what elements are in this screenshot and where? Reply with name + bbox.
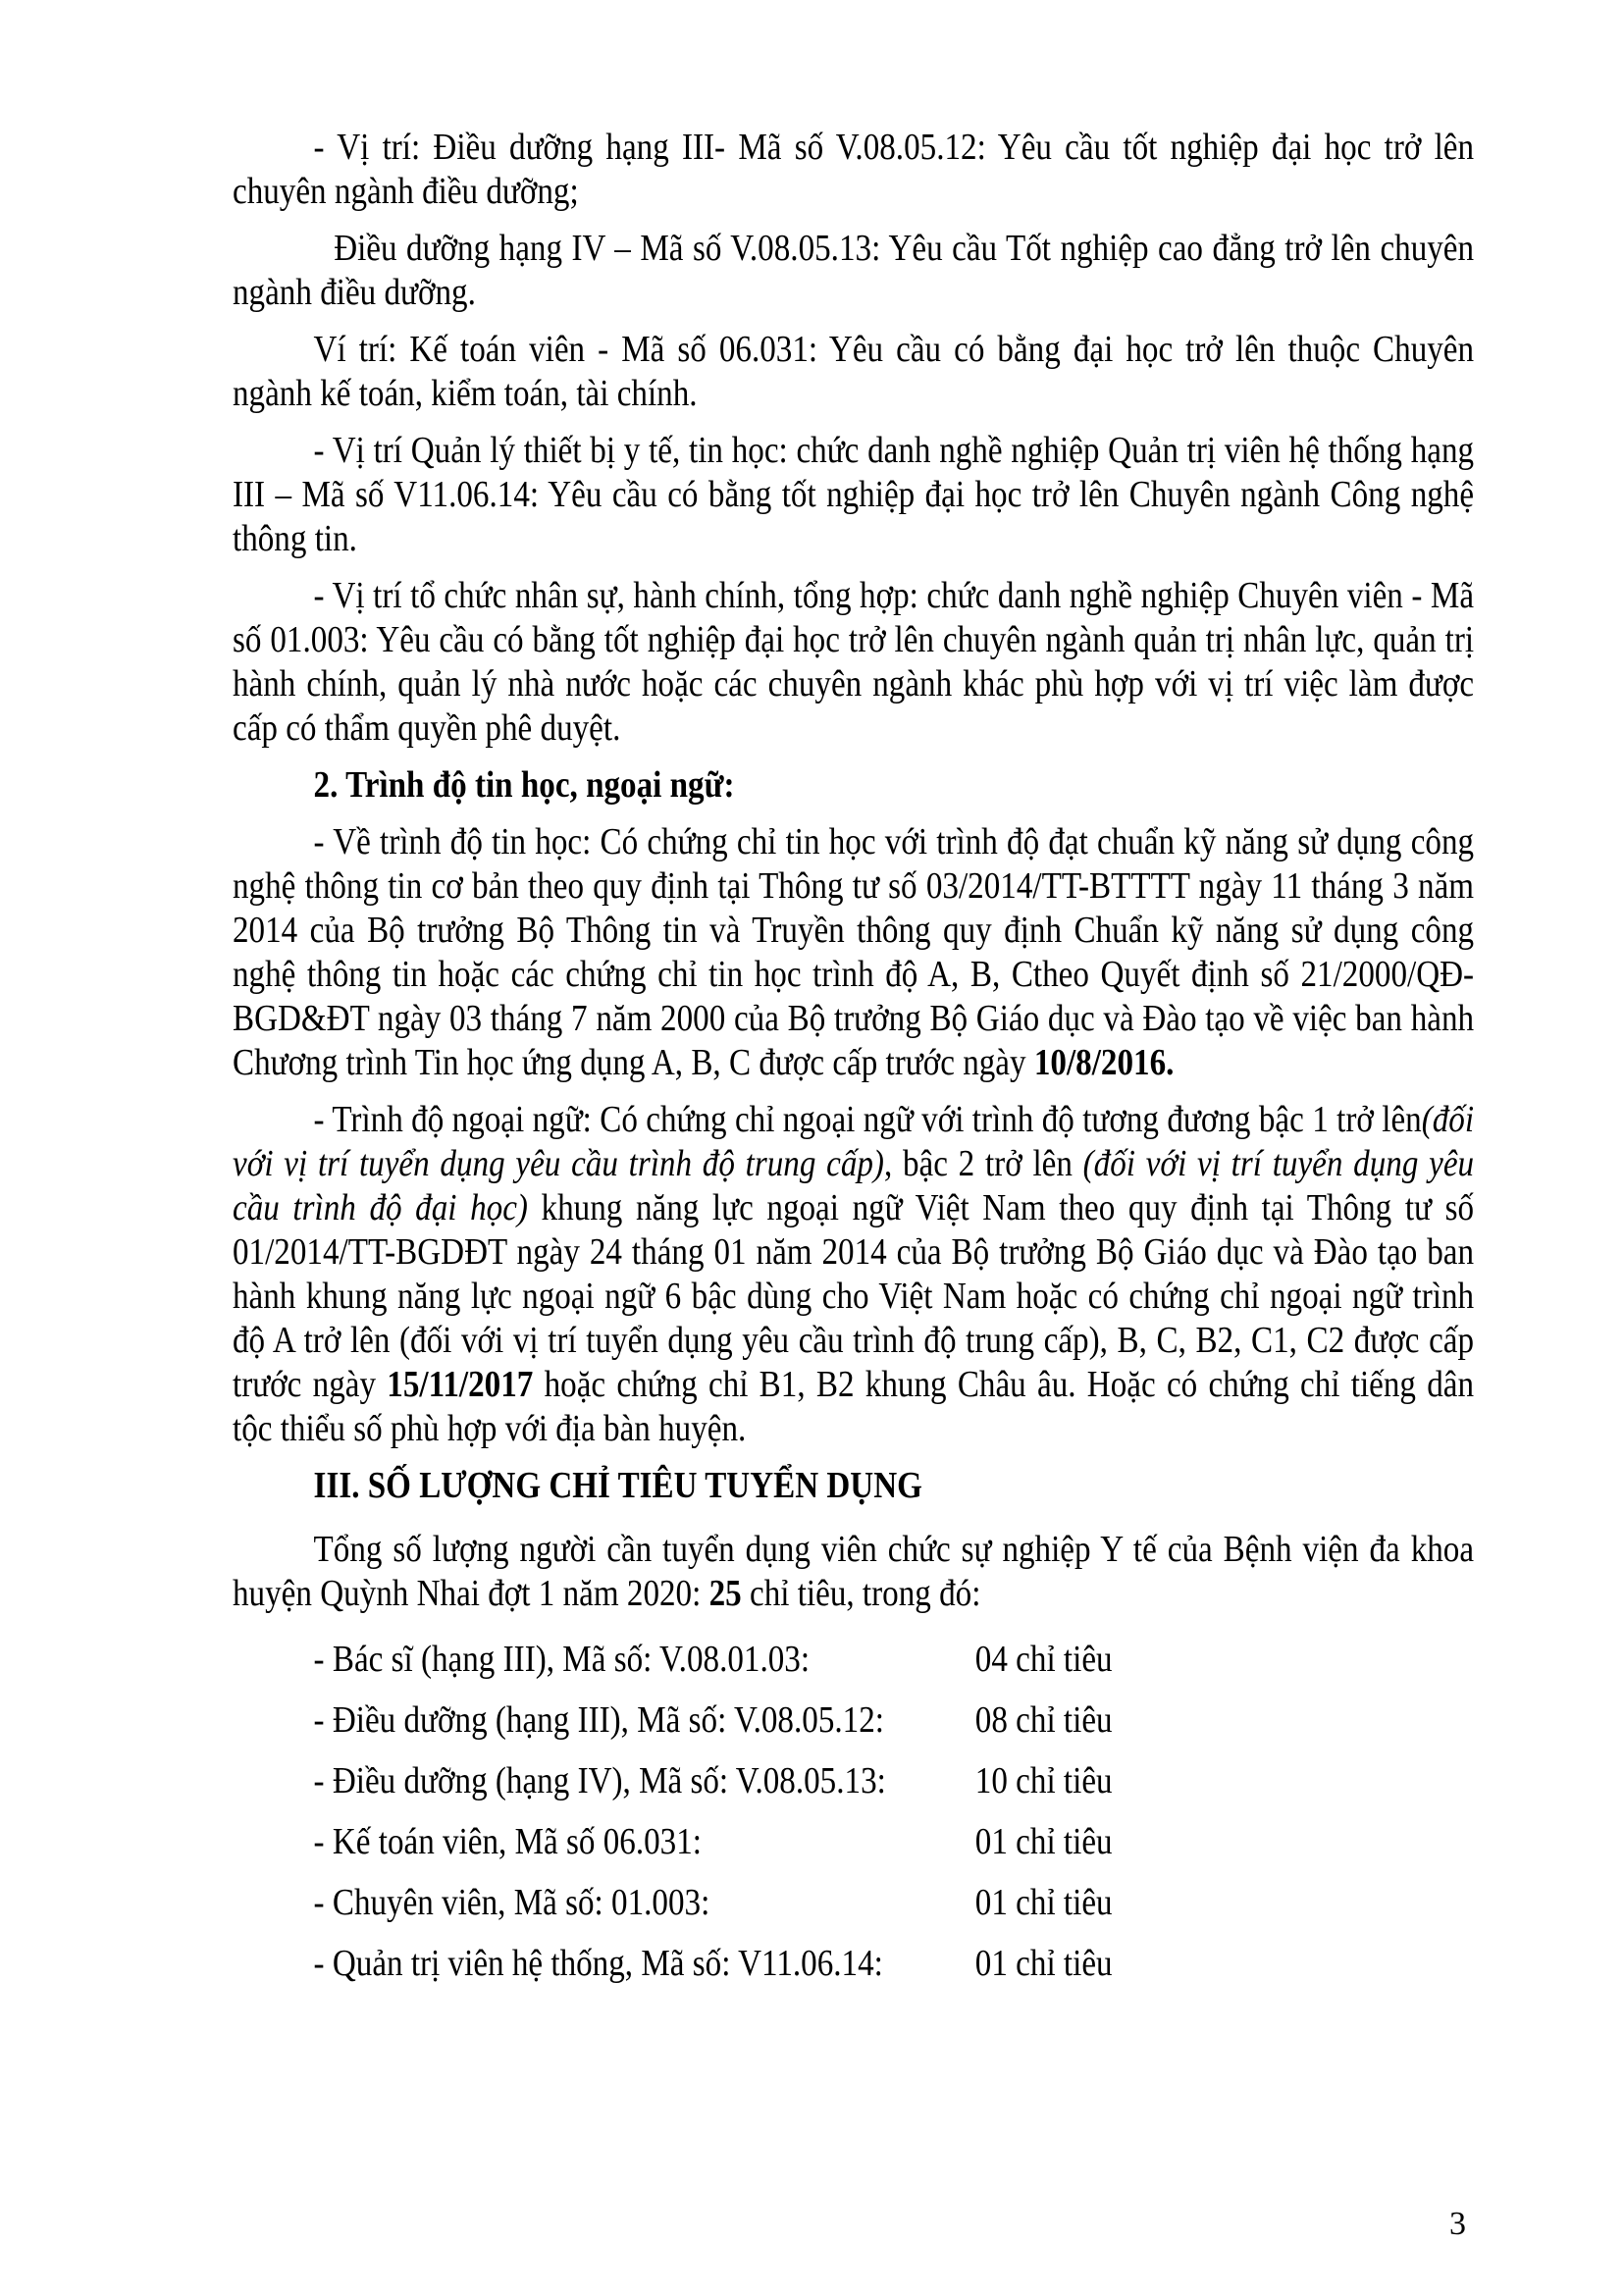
paragraph-accountant: Ví trí: Kế toán viên - Mã số 06.031: Yêu cầu có bằng đại học trở lên thuộc Chuyên ngành kế toán, kiểm toán, tài chính. <box>233 329 1475 414</box>
quota-count: 01 chỉ tiêu <box>974 1943 1113 1984</box>
paragraph-nursing-grade-3: - Vị trí: Điều dưỡng hạng III- Mã số V.08.05.12: Yêu cầu tốt nghiệp đại học trở lên chuyên ngành điều dưỡng; <box>233 127 1475 212</box>
paragraph-it-requirements <box>233 820 1474 1085</box>
paragraph-total-quota <box>233 1528 1474 1616</box>
quota-position: - Điều dưỡng (hạng IV), Mã số: V.08.05.13: <box>313 1760 886 1801</box>
quota-count: 01 chỉ tiêu <box>974 1821 1113 1862</box>
quota-intro-suffix: chỉ tiêu, trong đó: <box>741 1573 981 1614</box>
document-page <box>233 126 1474 2003</box>
quota-count: 10 chỉ tiêu <box>974 1760 1113 1801</box>
section-2-heading: 2. Trình độ tin học, ngoại ngữ: <box>313 764 735 806</box>
quota-total: 25 <box>708 1573 742 1614</box>
quota-position: - Bác sĩ (hạng III), Mã số: V.08.01.03: <box>313 1639 811 1680</box>
paragraph-nursing-grade-4: Điều dưỡng hạng IV – Mã số V.08.05.13: Yêu cầu Tốt nghiệp cao đẳng trở lên chuyên ngành điều dưỡng. <box>233 228 1475 313</box>
quota-row <box>233 1820 1474 1881</box>
lang-italic-2: (đối với vị trí tuyển dụng yêu cầu trình độ đại học) <box>233 1143 1475 1228</box>
quota-position: - Điều dưỡng (hạng III), Mã số: V.08.05.12: <box>313 1699 884 1741</box>
quota-count: 08 chỉ tiêu <box>974 1699 1113 1741</box>
quota-position: - Chuyên viên, Mã số: 01.003: <box>313 1882 710 1923</box>
quota-list <box>233 1638 1474 2003</box>
section-3-heading: III. SỐ LƯỢNG CHỈ TIÊU TUYỂN DỤNG <box>313 1465 922 1506</box>
paragraph-specialist: - Vị trí tổ chức nhân sự, hành chính, tổng hợp: chức danh nghề nghiệp Chuyên viên - Mã số 01.003: Yêu cầu có bằng tốt nghiệp đại học trở lên chuyên ngành quản trị nhân lực, quản trị hành chính, quản lý nhà nước hoặc các chuyên ngành khác phù hợp với vị trí việc làm được cấp có thẩm quyền phê duyệt. <box>233 575 1475 749</box>
quota-position: - Quản trị viên hệ thống, Mã số: V11.06.14: <box>313 1943 883 1984</box>
paragraph-language-requirements <box>233 1098 1474 1451</box>
quota-row <box>233 1759 1474 1820</box>
quota-row <box>233 1942 1474 2003</box>
lang-text-1: - Trình độ ngoại ngữ: Có chứng chỉ ngoại ngữ với trình độ tương đương bậc 1 trở lên <box>313 1099 1422 1140</box>
lang-text-2: , bậc 2 trở lên <box>883 1143 1083 1184</box>
quota-count: 01 chỉ tiêu <box>974 1882 1113 1923</box>
lang-deadline-date: 15/11/2017 <box>387 1364 534 1405</box>
lang-text-4: hoặc chứng chỉ B1, B2 khung Châu âu. Hoặc có chứng chỉ tiếng dân tộc thiểu số phù hợp với địa bàn huyện. <box>233 1364 1475 1449</box>
quota-row <box>233 1638 1474 1698</box>
page-number: 3 <box>1449 2206 1466 2242</box>
it-deadline-date: 10/8/2016. <box>1033 1042 1175 1083</box>
lang-text-3: khung năng lực ngoại ngữ Việt Nam theo quy định tại Thông tư số 01/2014/TT-BGDĐT ngày 24 tháng 01 năm 2014 của Bộ trưởng Bộ Giáo dục và Đào tạo ban hành khung năng lực ngoại ngữ 6 bậc dùng cho Việt Nam hoặc có chứng chỉ ngoại ngữ trình độ A trở lên (đối với vị trí tuyển dụng yêu cầu trình độ trung cấp), B, C, B2, C1, C2 được cấp trước ngày <box>233 1187 1475 1405</box>
quota-row <box>233 1881 1474 1942</box>
quota-row <box>233 1698 1474 1759</box>
quota-position: - Kế toán viên, Mã số 06.031: <box>313 1821 702 1862</box>
lang-italic-1: (đối với vị trí tuyển dụng yêu cầu trình độ trung cấp) <box>233 1099 1475 1184</box>
it-text: - Về trình độ tin học: Có chứng chỉ tin học với trình độ đạt chuẩn kỹ năng sử dụng công nghệ thông tin cơ bản theo quy định tại Thông tư số 03/2014/TT-BTTTT ngày 11 tháng 3 năm 2014 của Bộ trưởng Bộ Thông tin và Truyền thông quy định Chuẩn kỹ năng sử dụng công nghệ thông tin hoặc các chứng chỉ tin học trình độ A, B, Ctheo Quyết định số 21/2000/QĐ-BGD&ĐT ngày 03 tháng 7 năm 2000 của Bộ trưởng Bộ Giáo dục và Đào tạo về việc ban hành Chương trình Tin học ứng dụng A, B, C được cấp trước ngày <box>233 821 1475 1083</box>
quota-count: 04 chỉ tiêu <box>974 1639 1113 1680</box>
paragraph-system-admin: - Vị trí Quản lý thiết bị y tế, tin học: chức danh nghề nghiệp Quản trị viên hệ thống hạng III – Mã số V11.06.14: Yêu cầu có bằng tốt nghiệp đại học trở lên Chuyên ngành Công nghệ thông tin. <box>233 430 1475 559</box>
quota-intro-text: Tổng số lượng người cần tuyển dụng viên chức sự nghiệp Y tế của Bệnh viện đa khoa huyện Quỳnh Nhai đợt 1 năm 2020: <box>233 1529 1475 1614</box>
